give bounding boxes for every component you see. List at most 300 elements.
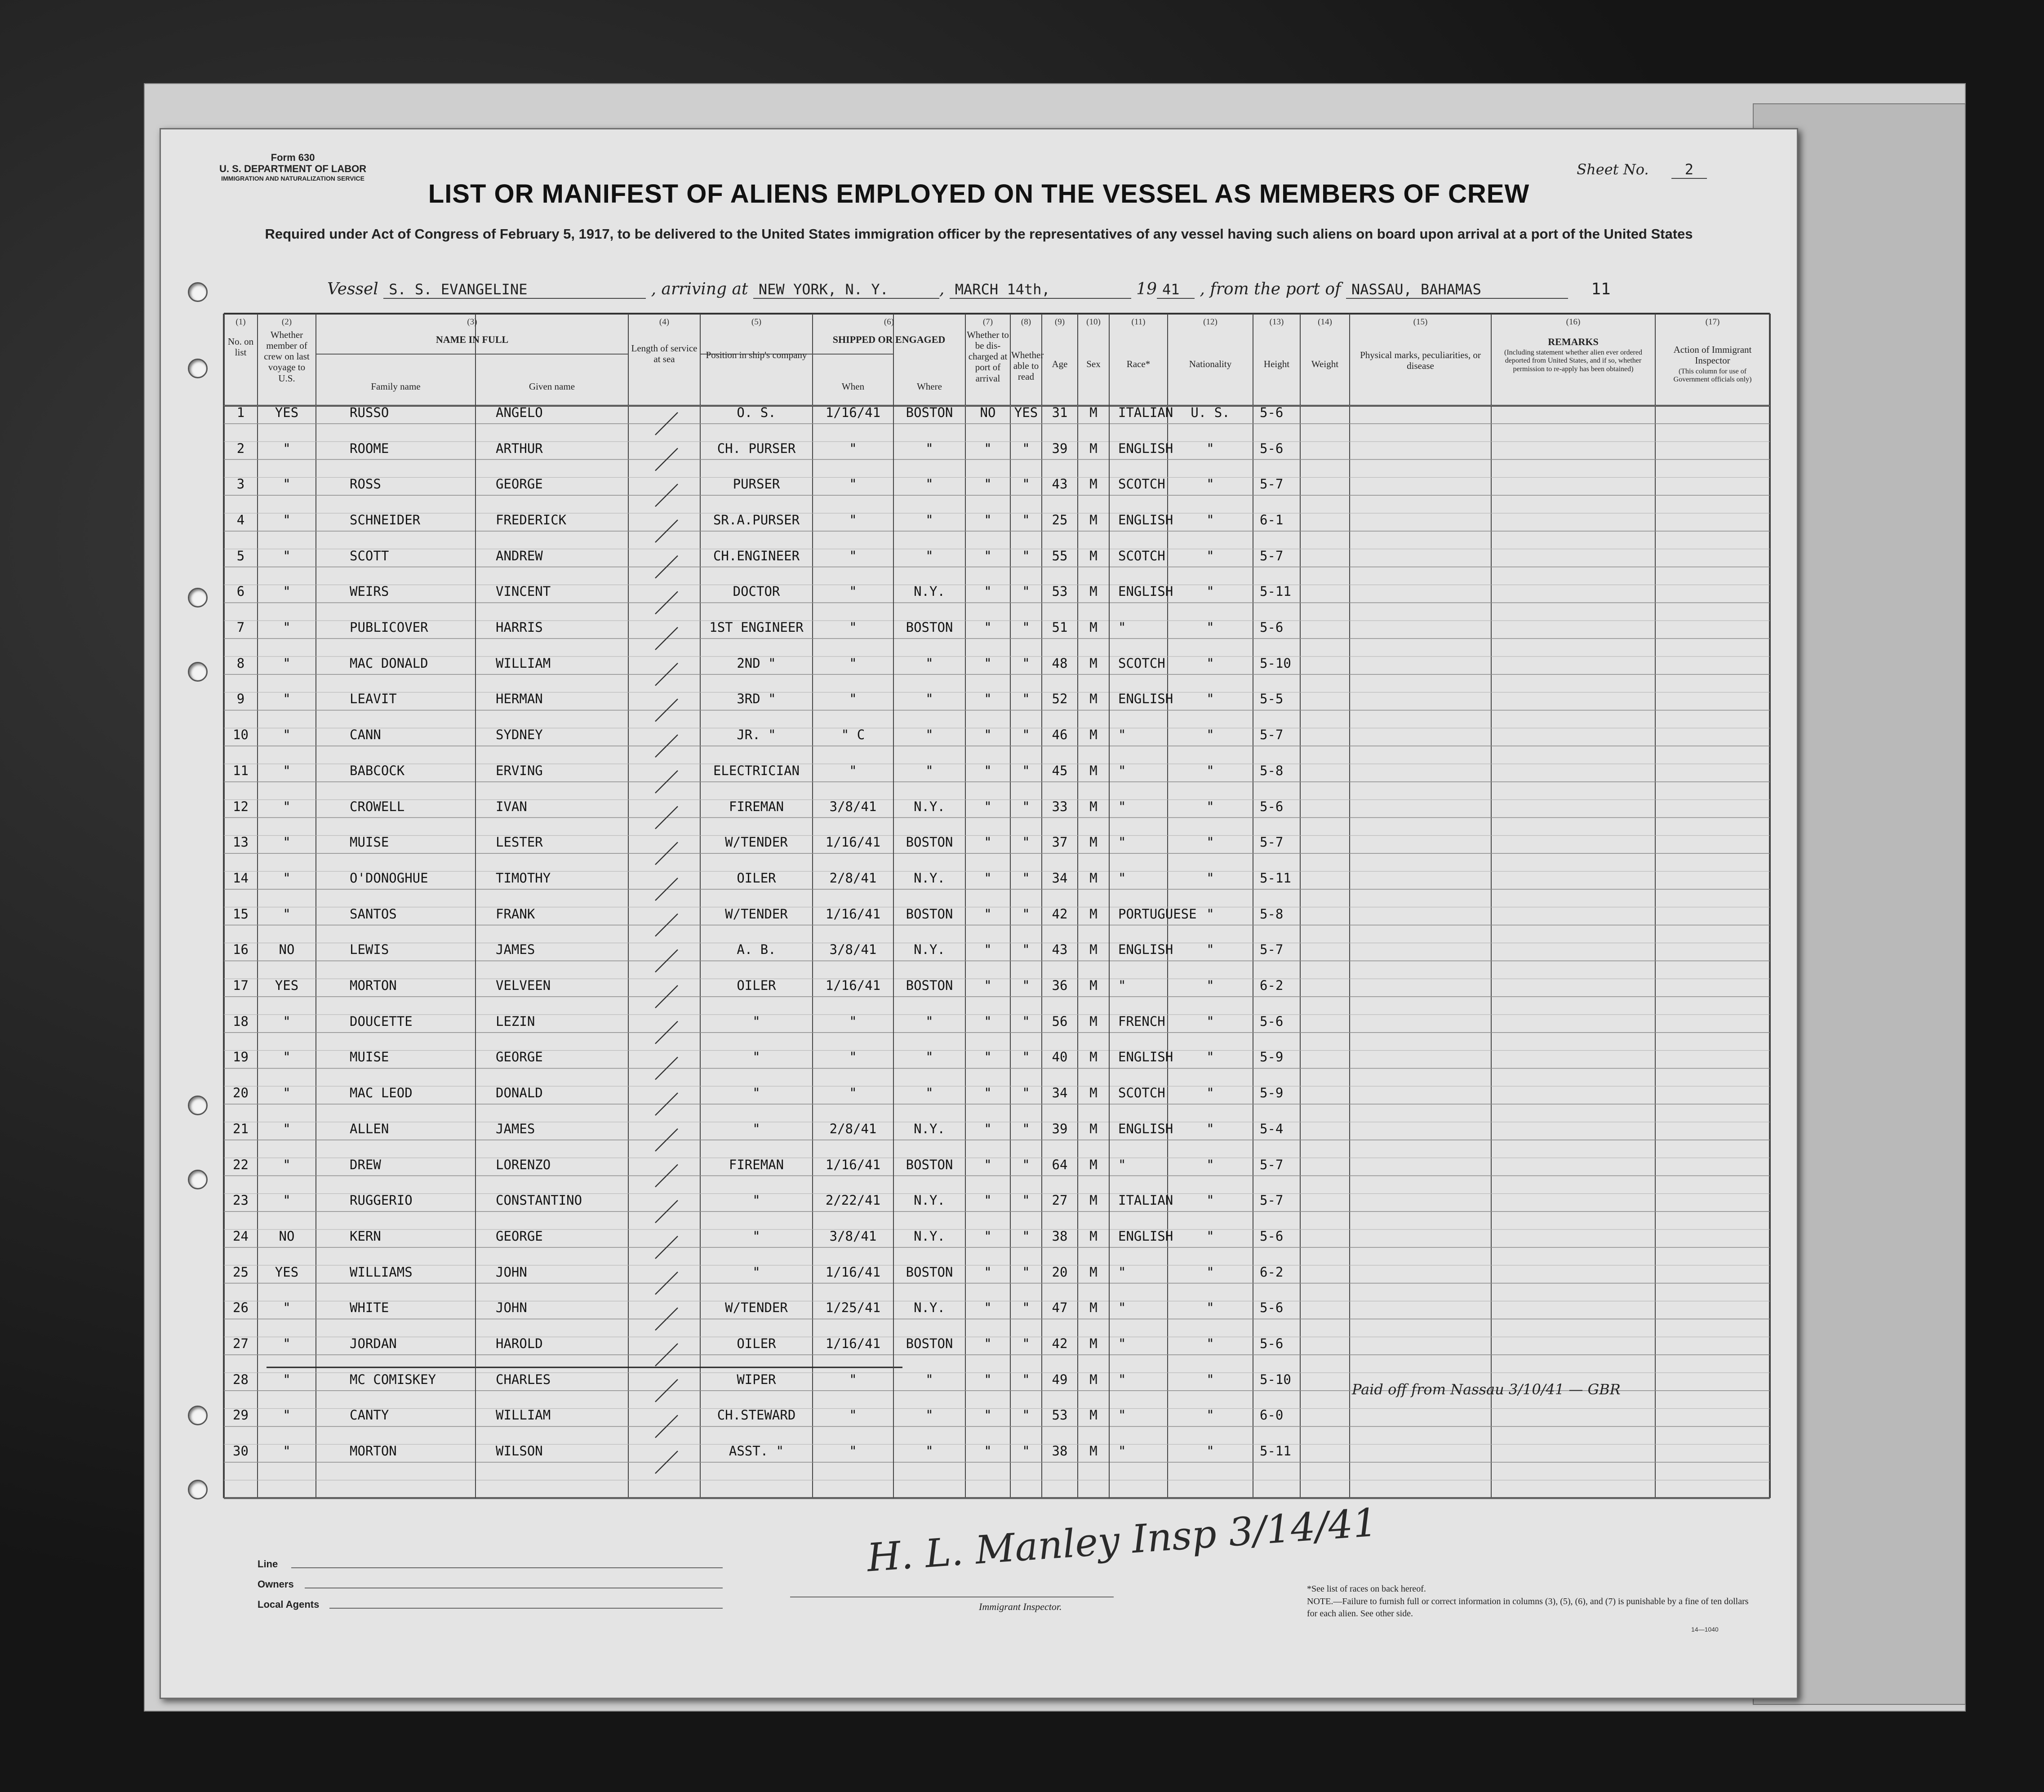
arrival-date: MARCH 14th,: [950, 281, 1131, 299]
cell-where: ": [925, 655, 933, 671]
cell-height: 5-6: [1260, 1013, 1284, 1029]
cell-family: MUISE: [350, 1049, 389, 1065]
header-given-name: Given name: [529, 381, 575, 392]
cell-no: 27: [233, 1336, 249, 1352]
cell-height: 5-7: [1260, 727, 1284, 743]
cell-nat: ": [1206, 548, 1214, 563]
cell-position: OILER: [737, 870, 776, 886]
cell-no: 15: [233, 906, 249, 922]
cell-height: 5-6: [1260, 798, 1284, 814]
cell-disch: ": [984, 942, 992, 958]
cell-sex: M: [1089, 1371, 1098, 1387]
cell-position: CH.ENGINEER: [713, 548, 800, 563]
page-subtitle: Required under Act of Congress of February 5, 1917, to be delivered to the United States immigration officer by the representatives of any vessel having such aliens on board upon arrival at a port of the United States: [265, 226, 1693, 242]
column-number: (17): [1705, 317, 1720, 327]
owners-label: Owners: [258, 1579, 294, 1590]
cell-race: SCOTCH: [1118, 548, 1165, 563]
cell-race: ": [1118, 1443, 1126, 1459]
cell-where: ": [925, 1085, 933, 1101]
cell-nat: ": [1206, 1157, 1214, 1172]
cell-read: ": [1022, 691, 1030, 707]
cell-nat: ": [1206, 1371, 1214, 1387]
cell-no: 26: [233, 1300, 249, 1316]
cell-prior: YES: [275, 978, 299, 994]
cell-height: 5-9: [1260, 1049, 1284, 1065]
cell-given: ERVING: [496, 763, 543, 778]
cell-when: 2/8/41: [829, 1121, 877, 1136]
cell-sex: M: [1089, 620, 1098, 635]
cell-read: ": [1022, 1228, 1030, 1244]
cell-family: ROOME: [350, 440, 389, 456]
cell-nat: ": [1206, 620, 1214, 635]
cell-given: JOHN: [496, 1300, 527, 1316]
cell-race: ENGLISH: [1118, 1121, 1173, 1136]
cell-prior: ": [283, 834, 291, 850]
cell-sex: M: [1089, 691, 1098, 707]
cell-given: LESTER: [496, 834, 543, 850]
cell-read: ": [1022, 1193, 1030, 1208]
cell-when: ": [849, 440, 857, 456]
header-action-inspector: Action of Immigrant Inspector: [1673, 344, 1752, 366]
cell-no: 5: [236, 548, 245, 563]
cell-when: 1/16/41: [825, 978, 881, 994]
cell-disch: ": [984, 1157, 992, 1172]
cell-position: SR.A.PURSER: [713, 512, 800, 528]
cell-age: 25: [1052, 512, 1068, 528]
cell-no: 22: [233, 1157, 249, 1172]
cell-where: N.Y.: [914, 584, 945, 599]
cell-read: ": [1022, 727, 1030, 743]
cell-given: JAMES: [496, 942, 535, 958]
header-name-in-full: NAME IN FULL: [435, 334, 509, 345]
cell-where: BOSTON: [906, 834, 953, 850]
header-action-note: (This column for use of Government officials only): [1673, 368, 1752, 384]
cell-position: DOCTOR: [733, 584, 780, 599]
cell-when: ": [849, 620, 857, 635]
cell-sex: M: [1089, 1407, 1098, 1423]
cell-sex: M: [1089, 1085, 1098, 1101]
cell-nat: ": [1206, 476, 1214, 492]
cell-position: OILER: [737, 978, 776, 994]
cell-prior: ": [283, 691, 291, 707]
cell-sex: M: [1089, 1193, 1098, 1208]
cell-prior: ": [283, 906, 291, 922]
cell-read: ": [1022, 1407, 1030, 1423]
cell-read: ": [1022, 440, 1030, 456]
cell-when: ": [849, 655, 857, 671]
header-physical-marks: Physical marks, peculiarities, or disease: [1360, 350, 1481, 372]
cell-given: DONALD: [496, 1085, 543, 1101]
column-number: (8): [1021, 317, 1031, 327]
cell-when: ": [849, 584, 857, 599]
cell-given: HERMAN: [496, 691, 543, 707]
cell-disch: ": [984, 1443, 992, 1459]
cell-race: ": [1118, 763, 1126, 778]
cell-position: ": [752, 1013, 760, 1029]
race-note: *See list of races on back hereof.: [1307, 1584, 1426, 1594]
cell-given: CONSTANTINO: [496, 1193, 582, 1208]
cell-prior: ": [283, 1049, 291, 1065]
cell-where: N.Y.: [914, 1193, 945, 1208]
cell-family: DOUCETTE: [350, 1013, 413, 1029]
cell-no: 28: [233, 1371, 249, 1387]
cell-nat: ": [1206, 440, 1214, 456]
cell-given: ANGELO: [496, 404, 543, 420]
cell-position: WIPER: [737, 1371, 776, 1387]
binder-hole: [188, 662, 208, 682]
column-number: (15): [1413, 317, 1428, 327]
column-number: (14): [1318, 317, 1332, 327]
cell-nat: ": [1206, 1121, 1214, 1136]
cell-race: FRENCH: [1118, 1013, 1165, 1029]
cell-family: RUSSO: [350, 404, 389, 420]
cell-race: ENGLISH: [1118, 512, 1173, 528]
cell-no: 20: [233, 1085, 249, 1101]
cell-prior: NO: [279, 942, 295, 958]
cell-nat: ": [1206, 512, 1214, 528]
cell-where: ": [925, 1049, 933, 1065]
column-number: (9): [1054, 317, 1065, 327]
cell-no: 14: [233, 870, 249, 886]
cell-sex: M: [1089, 1121, 1098, 1136]
cell-when: ": [849, 1407, 857, 1423]
cell-given: VINCENT: [496, 584, 551, 599]
cell-race: ": [1118, 1300, 1126, 1316]
cell-race: PORTUGUESE: [1118, 906, 1197, 922]
cell-prior: ": [283, 620, 291, 635]
cell-no: 3: [236, 476, 245, 492]
header-weight: Weight: [1311, 359, 1339, 369]
cell-when: ": [849, 1443, 857, 1459]
cell-where: ": [925, 727, 933, 743]
cell-nat: ": [1206, 691, 1214, 707]
cell-given: ARTHUR: [496, 440, 543, 456]
cell-family: LEWIS: [350, 942, 389, 958]
cell-disch: ": [984, 834, 992, 850]
cell-sex: M: [1089, 798, 1098, 814]
cell-nat: ": [1206, 870, 1214, 886]
cell-when: ": [849, 512, 857, 528]
cell-disch: ": [984, 691, 992, 707]
cell-sex: M: [1089, 512, 1098, 528]
cell-height: 5-6: [1260, 1336, 1284, 1352]
cell-position: JR. ": [737, 727, 776, 743]
cell-where: BOSTON: [906, 404, 953, 420]
cell-family: CANTY: [350, 1407, 389, 1423]
cell-nat: ": [1206, 798, 1214, 814]
cell-disch: ": [984, 1193, 992, 1208]
cell-race: ": [1118, 870, 1126, 886]
cell-sex: M: [1089, 584, 1098, 599]
cell-given: GEORGE: [496, 1049, 543, 1065]
cell-height: 5-9: [1260, 1085, 1284, 1101]
cell-read: ": [1022, 620, 1030, 635]
cell-when: 1/16/41: [825, 1336, 881, 1352]
sheet-number-value: 2: [1671, 161, 1707, 179]
header-length-service: Length of service at sea: [631, 343, 698, 365]
cell-where: ": [925, 763, 933, 778]
cell-family: MAC DONALD: [350, 655, 428, 671]
cell-no: 23: [233, 1193, 249, 1208]
cell-sex: M: [1089, 404, 1098, 420]
cell-where: ": [925, 691, 933, 707]
cell-age: 27: [1052, 1193, 1068, 1208]
cell-when: 3/8/41: [829, 798, 877, 814]
header-prior-voyage: Whether member of crew on last voyage to U.S.: [264, 329, 310, 384]
cell-where: N.Y.: [914, 1121, 945, 1136]
vessel-label: Vessel: [327, 280, 378, 298]
cell-race: ": [1118, 1157, 1126, 1172]
local-agents-label: Local Agents: [258, 1599, 320, 1610]
cell-nat: ": [1206, 942, 1214, 958]
cell-height: 5-8: [1260, 906, 1284, 922]
cell-prior: ": [283, 1121, 291, 1136]
cell-no: 24: [233, 1228, 249, 1244]
cell-position: A. B.: [737, 942, 776, 958]
cell-given: WILLIAM: [496, 655, 551, 671]
cell-nat: ": [1206, 1085, 1214, 1101]
cell-no: 6: [236, 584, 245, 599]
cell-prior: ": [283, 1407, 291, 1423]
header-able-read: Whether able to read: [1011, 350, 1044, 382]
cell-disch: ": [984, 476, 992, 492]
cell-when: ": [849, 1013, 857, 1029]
cell-when: 1/16/41: [825, 906, 881, 922]
cell-no: 12: [233, 798, 249, 814]
cell-read: ": [1022, 798, 1030, 814]
cell-no: 8: [236, 655, 245, 671]
cell-age: 36: [1052, 978, 1068, 994]
column-number: (12): [1203, 317, 1218, 327]
cell-family: ROSS: [350, 476, 381, 492]
cell-position: CH.STEWARD: [717, 1407, 796, 1423]
line-label: Line: [258, 1558, 278, 1570]
cell-prior: ": [283, 512, 291, 528]
cell-race: ": [1118, 798, 1126, 814]
cell-where: BOSTON: [906, 906, 953, 922]
binder-hole: [188, 1096, 208, 1115]
cell-given: CHARLES: [496, 1371, 551, 1387]
cell-race: ENGLISH: [1118, 440, 1173, 456]
cell-when: " C: [841, 727, 865, 743]
cell-race: SCOTCH: [1118, 476, 1165, 492]
cell-prior: ": [283, 548, 291, 563]
cell-no: 21: [233, 1121, 249, 1136]
cell-family: CROWELL: [350, 798, 405, 814]
cell-age: 47: [1052, 1300, 1068, 1316]
column-number: (1): [236, 317, 246, 327]
cell-given: TIMOTHY: [496, 870, 551, 886]
cell-race: ": [1118, 1407, 1126, 1423]
cell-read: ": [1022, 978, 1030, 994]
binder-hole: [188, 1170, 208, 1189]
cell-where: ": [925, 1443, 933, 1459]
cell-race: ": [1118, 1264, 1126, 1280]
cell-nat: ": [1206, 1193, 1214, 1208]
cell-read: YES: [1014, 404, 1038, 420]
cell-race: ": [1118, 834, 1126, 850]
cell-no: 2: [236, 440, 245, 456]
cell-where: ": [925, 1371, 933, 1387]
cell-where: BOSTON: [906, 1264, 953, 1280]
cell-sex: M: [1089, 1336, 1098, 1352]
cell-read: ": [1022, 870, 1030, 886]
header-shipped-engaged: SHIPPED OR ENGAGED: [832, 334, 946, 345]
cell-where: N.Y.: [914, 870, 945, 886]
cell-position: ": [752, 1085, 760, 1101]
header-height: Height: [1263, 359, 1290, 369]
cell-prior: ": [283, 1085, 291, 1101]
cell-read: ": [1022, 1085, 1030, 1101]
binder-hole: [188, 1406, 208, 1425]
cell-where: BOSTON: [906, 978, 953, 994]
cell-sex: M: [1089, 1264, 1098, 1280]
cell-family: SCOTT: [350, 548, 389, 563]
cell-position: PURSER: [733, 476, 780, 492]
cell-no: 13: [233, 834, 249, 850]
cell-family: MORTON: [350, 1443, 397, 1459]
cell-family: MC COMISKEY: [350, 1371, 436, 1387]
cell-where: ": [925, 1407, 933, 1423]
cell-given: JAMES: [496, 1121, 535, 1136]
cell-disch: ": [984, 1371, 992, 1387]
cell-given: FREDERICK: [496, 512, 567, 528]
cell-no: 11: [233, 763, 249, 778]
cell-height: 6-0: [1260, 1407, 1284, 1423]
cell-when: 3/8/41: [829, 942, 877, 958]
cell-where: BOSTON: [906, 620, 953, 635]
cell-height: 5-7: [1260, 1193, 1284, 1208]
manifest-sheet: [160, 128, 1798, 1699]
cell-sex: M: [1089, 978, 1098, 994]
cell-age: 31: [1052, 404, 1068, 420]
cell-where: BOSTON: [906, 1157, 953, 1172]
cell-age: 42: [1052, 906, 1068, 922]
cell-family: RUGGERIO: [350, 1193, 413, 1208]
cell-prior: NO: [279, 1228, 295, 1244]
arriving-label: , arriving at: [651, 280, 748, 298]
cell-race: SCOTCH: [1118, 1085, 1165, 1101]
cell-sex: M: [1089, 1443, 1098, 1459]
departure-port: NASSAU, BAHAMAS: [1346, 281, 1568, 299]
cell-read: ": [1022, 512, 1030, 528]
year-prefix: 19: [1136, 280, 1157, 298]
form-code: 14—1040: [1691, 1626, 1719, 1633]
cell-position: W/TENDER: [725, 834, 788, 850]
cell-disch: ": [984, 798, 992, 814]
cell-height: 5-7: [1260, 1157, 1284, 1172]
cell-family: PUBLICOVER: [350, 620, 428, 635]
cell-age: 40: [1052, 1049, 1068, 1065]
cell-given: LORENZO: [496, 1157, 551, 1172]
cell-height: 5-8: [1260, 763, 1284, 778]
cell-no: 16: [233, 942, 249, 958]
cell-no: 4: [236, 512, 245, 528]
cell-given: WILSON: [496, 1443, 543, 1459]
cell-nat: U. S.: [1191, 404, 1230, 420]
column-number: (11): [1131, 317, 1146, 327]
cell-disch: ": [984, 1264, 992, 1280]
cell-nat: ": [1206, 1300, 1214, 1316]
cell-read: ": [1022, 1121, 1030, 1136]
column-number: (10): [1086, 317, 1101, 327]
cell-race: SCOTCH: [1118, 655, 1165, 671]
cell-given: IVAN: [496, 798, 527, 814]
cell-age: 43: [1052, 476, 1068, 492]
cell-position: 1ST ENGINEER: [709, 620, 804, 635]
cell-no: 29: [233, 1407, 249, 1423]
cell-height: 5-6: [1260, 404, 1284, 420]
cell-when: ": [849, 691, 857, 707]
cell-given: LEZIN: [496, 1013, 535, 1029]
cell-height: 5-11: [1260, 870, 1291, 886]
cell-race: ": [1118, 727, 1126, 743]
cell-race: ENGLISH: [1118, 584, 1173, 599]
cell-disch: ": [984, 1300, 992, 1316]
cell-where: ": [925, 440, 933, 456]
cell-sex: M: [1089, 906, 1098, 922]
binder-hole: [188, 359, 208, 378]
cell-height: 5-7: [1260, 548, 1284, 563]
cell-when: ": [849, 763, 857, 778]
cell-height: 5-10: [1260, 1371, 1291, 1387]
cell-position: FIREMAN: [729, 798, 784, 814]
cell-height: 6-1: [1260, 512, 1284, 528]
cell-nat: ": [1206, 727, 1214, 743]
cell-when: 1/16/41: [825, 1264, 881, 1280]
cell-no: 30: [233, 1443, 249, 1459]
cell-disch: ": [984, 870, 992, 886]
cell-age: 34: [1052, 1085, 1068, 1101]
cell-family: LEAVIT: [350, 691, 397, 707]
cell-when: 1/16/41: [825, 1157, 881, 1172]
cell-given: SYDNEY: [496, 727, 543, 743]
cell-height: 5-6: [1260, 620, 1284, 635]
header-race: Race*: [1126, 359, 1151, 369]
cell-disch: ": [984, 620, 992, 635]
cell-read: ": [1022, 548, 1030, 563]
cell-race: ENGLISH: [1118, 942, 1173, 958]
header-sex: Sex: [1086, 359, 1101, 369]
cell-age: 64: [1052, 1157, 1068, 1172]
header-family-name: Family name: [371, 381, 421, 392]
cell-no: 25: [233, 1264, 249, 1280]
voyage-line: Vessel S. S. EVANGELINE , arriving at NEW YORK, N. Y. , MARCH 14th, 19 41 , from the port of NASSAU, BAHAMAS 11: [327, 280, 1611, 298]
cell-when: ": [849, 1371, 857, 1387]
cell-read: ": [1022, 1157, 1030, 1172]
cell-family: MORTON: [350, 978, 397, 994]
cell-disch: ": [984, 1228, 992, 1244]
cell-no: 17: [233, 978, 249, 994]
cell-family: KERN: [350, 1228, 381, 1244]
inspector-label: Immigrant Inspector.: [979, 1601, 1062, 1612]
cell-no: 7: [236, 620, 245, 635]
cell-age: 34: [1052, 870, 1068, 886]
cell-height: 5-6: [1260, 440, 1284, 456]
cell-position: W/TENDER: [725, 906, 788, 922]
cell-when: 1/25/41: [825, 1300, 881, 1316]
header-nationality: Nationality: [1189, 359, 1232, 369]
cell-family: DREW: [350, 1157, 381, 1172]
cell-height: 5-5: [1260, 691, 1284, 707]
cell-position: ": [752, 1049, 760, 1065]
cell-age: 33: [1052, 798, 1068, 814]
cell-family: MUISE: [350, 834, 389, 850]
cell-sex: M: [1089, 942, 1098, 958]
cell-disch: ": [984, 1407, 992, 1423]
cell-read: ": [1022, 1049, 1030, 1065]
cell-disch: ": [984, 584, 992, 599]
